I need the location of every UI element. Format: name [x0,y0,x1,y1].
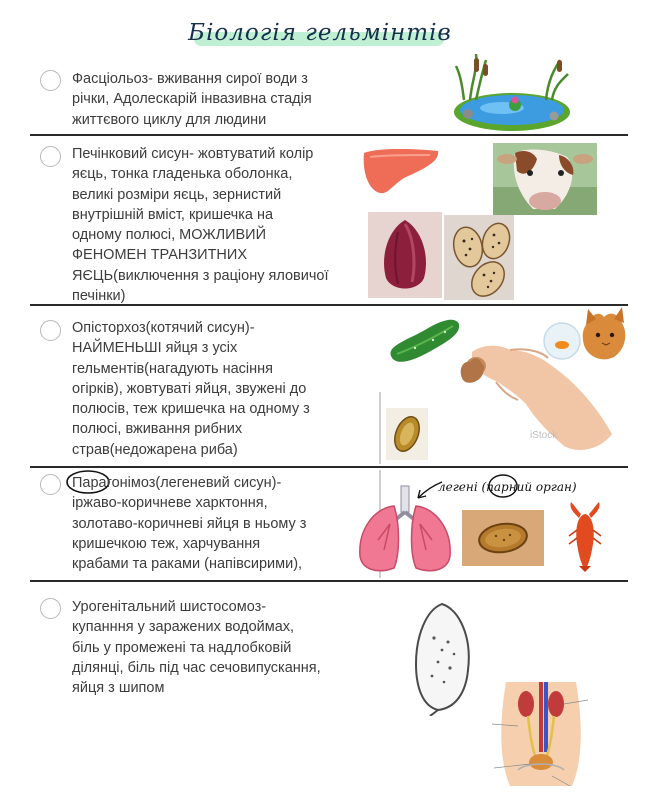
text-line: полюсів, теж кришечка на одному з [72,401,310,418]
checkbox-liver-fluke[interactable] [40,146,61,167]
lungs-handwritten-note: легені (парний орган) [438,480,577,494]
text-line: Урогенітальний шистосомоз- [72,599,267,615]
paragonimus-egg-micro [462,510,544,566]
text-line: яйця з шипом [72,680,165,697]
page-title-block [180,18,460,52]
text-line: біль у промежені та надлобковій [72,639,292,656]
text-line: великі розміри яєць, зернистий [72,186,282,203]
text-line: одному полюсі, МОЖЛИВИЙ [72,227,267,244]
handnote-circle [486,472,520,500]
text-line: річки, Адолескарій інвазивна стадія [72,91,312,108]
schistosoma-egg-sketch [408,598,478,716]
liver-illustration [360,147,442,197]
text-line: крабами та раками (напівсирими), [72,556,303,573]
text-line: Фасціольоз- вживання сирої води з [72,71,308,87]
fascioliasis-text [72,69,312,130]
section-divider [30,466,628,468]
text-line: Парагонімоз(легеневий сисун)- [72,475,282,491]
stock-watermark: iStock [530,430,558,441]
paragonimiasis-text [72,473,306,574]
text-line: ФЕНОМЕН ТРАНЗИТНИХ [72,247,247,264]
hand-pointing-illustration [452,338,622,458]
checkbox-fascioliasis[interactable] [40,70,61,91]
text-line: кришечкою теж, харчування [72,535,261,552]
checkbox-opisthorchiasis[interactable] [40,320,61,341]
text-line: ділянці, біль під час сечовипускання, [72,659,321,676]
schistosomiasis-text [72,597,321,698]
text-line: ЯЄЦЬ(виключення з раціону яловичої [72,267,329,284]
image-border [379,392,381,464]
eggs-micro-photo [444,215,514,300]
text-line: гельментів(нагадують насіння [72,360,274,377]
page-title: Біологія гельмінтів [188,20,452,46]
text-line: яєць, тонка гладенька оболонка, [72,166,293,183]
liver-fluke-text [72,144,328,306]
lungs-illustration [354,484,456,576]
cow-photo [493,143,597,215]
text-line: золотаво-коричневі яйця в ньому з [72,515,307,532]
checkbox-schistosomiasis[interactable] [40,598,61,619]
text-line: внутрішній вміст, кришечка на [72,206,274,223]
fluke-photo [368,212,442,298]
checkbox-paragonimiasis[interactable] [40,474,61,495]
section-divider [30,134,628,136]
text-line: життєвого циклу для людини [72,111,267,128]
opisthorchis-egg-micro [386,408,428,460]
text-line: купанння у заражених водоймах, [72,619,295,636]
pond-illustration [450,50,575,135]
section-divider [30,580,628,582]
text-line: Опісторхоз(котячий сисун)- [72,320,255,336]
opisthorchiasis-text [72,318,310,460]
text-line: печінки) [72,288,126,305]
text-line: страв(недожарена риба) [72,441,238,458]
text-line: НАЙМЕНЬШІ яйця з усіх [72,340,238,357]
text-line: полюсі, вживання рибних [72,421,243,438]
crayfish-illustration [565,500,605,574]
text-line: іржаво-коричневе харктоння, [72,495,268,512]
text-line: огірків), жовтуваті яйця, звужені до [72,380,307,397]
section-divider [30,304,628,306]
text-line: Печінковий сисун- жовтуватий колір [72,146,314,162]
urinary-anatomy-illustration [470,678,610,790]
